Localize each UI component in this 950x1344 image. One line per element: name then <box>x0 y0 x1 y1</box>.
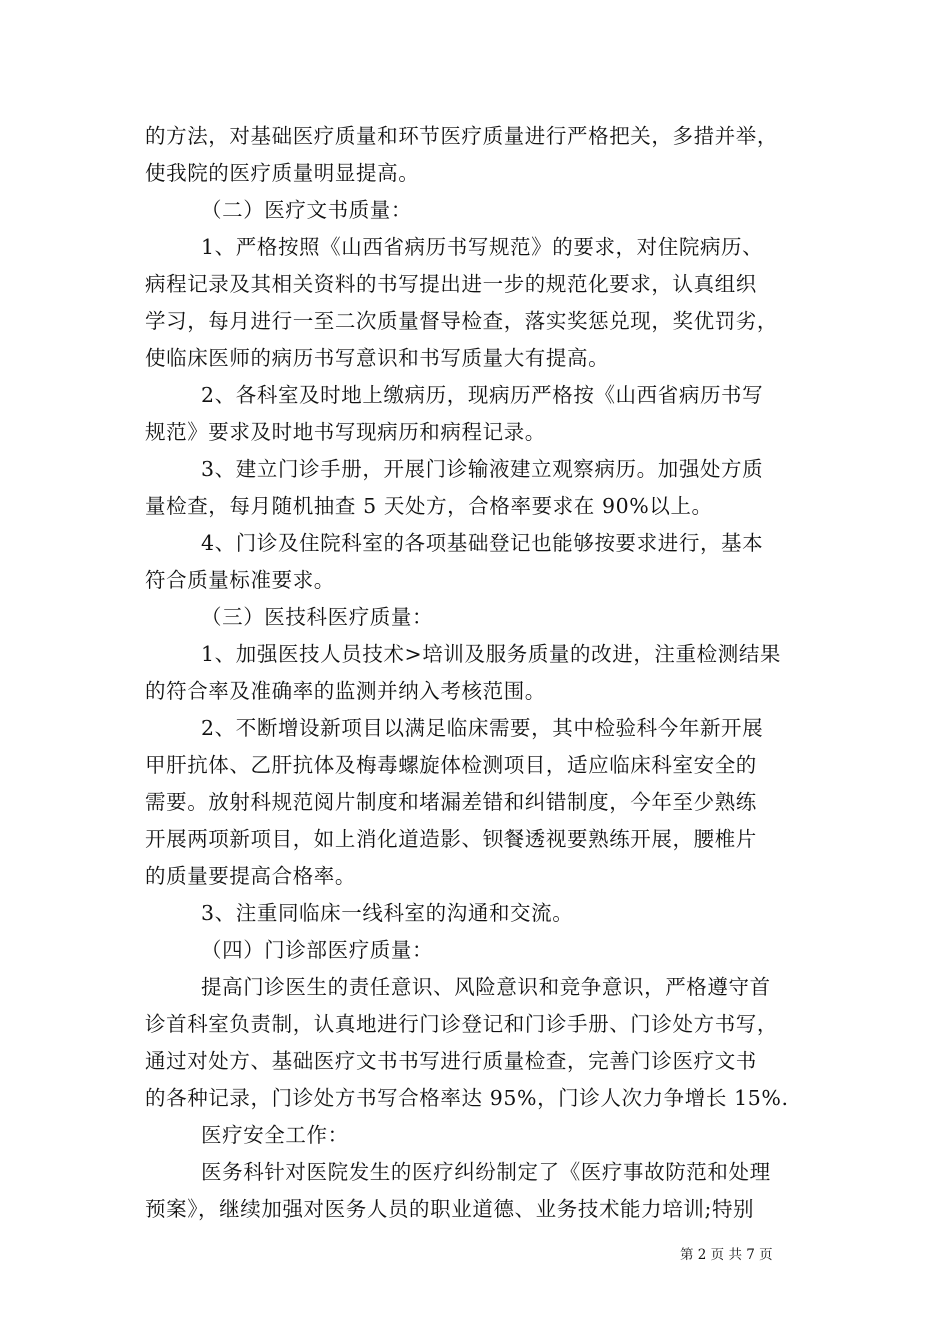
text-line: 甲肝抗体、乙肝抗体及梅毒螺旋体检测项目，适应临床科室安全的 <box>145 753 757 777</box>
text-line: 符合质量标准要求。 <box>145 568 335 592</box>
text-line: 的符合率及准确率的监测并纳入考核范围。 <box>145 679 546 703</box>
text-line: 量检查，每月随机抽查 5 天处方，合格率要求在 90%以上。 <box>145 494 713 518</box>
text-line: 的方法，对基础医疗质量和环节医疗质量进行严格把关，多措并举， <box>145 124 778 148</box>
text-line: 学习，每月进行一至二次质量督导检查，落实奖惩兑现，奖优罚劣， <box>145 309 778 333</box>
text-line: 3、建立门诊手册，开展门诊输液建立观察病历。加强处方质 <box>201 457 764 481</box>
text-line: 使我院的医疗质量明显提高。 <box>145 161 420 185</box>
text-line: （二）医疗文书质量： <box>201 198 412 222</box>
text-line: （三）医技科医疗质量： <box>201 605 434 629</box>
text-line: 预案》，继续加强对医务人员的职业道德、业务技术能力培训;特别 <box>145 1197 755 1221</box>
text-line: 2、不断增设新项目以满足临床需要，其中检验科今年新开展 <box>201 716 764 740</box>
text-line: （四）门诊部医疗质量： <box>201 938 434 962</box>
text-line: 的各种记录，门诊处方书写合格率达 95%，门诊人次力争增长 15%. <box>145 1086 789 1110</box>
text-line: 病程记录及其相关资料的书写提出进一步的规范化要求，认真组织 <box>145 272 757 296</box>
text-line: 使临床医师的病历书写意识和书写质量大有提高。 <box>145 346 610 370</box>
page-number-footer: 第 2 页 共 7 页 <box>680 1247 773 1263</box>
document-body <box>145 118 810 1228</box>
text-line: 诊首科室负责制，认真地进行门诊登记和门诊手册、门诊处方书写， <box>145 1012 778 1036</box>
text-line: 2、各科室及时地上缴病历，现病历严格按《山西省病历书写 <box>201 383 764 407</box>
text-line: 4、门诊及住院科室的各项基础登记也能够按要求进行，基本 <box>201 531 764 555</box>
text-line: 开展两项新项目，如上消化道造影、钡餐透视要熟练开展，腰椎片 <box>145 827 757 851</box>
text-line: 需要。放射科规范阅片制度和堵漏差错和纠错制度，今年至少熟练 <box>145 790 757 814</box>
text-line: 的质量要提高合格率。 <box>145 864 356 888</box>
text-line: 医务科针对医院发生的医疗纠纷制定了《医疗事故防范和处理 <box>201 1160 771 1184</box>
text-line: 1、加强医技人员技术>培训及服务质量的改进，注重检测结果 <box>201 642 782 666</box>
text-line: 规范》要求及时地书写现病历和病程记录。 <box>145 420 546 444</box>
text-line: 医疗安全工作： <box>201 1123 349 1147</box>
text-line: 1、严格按照《山西省病历书写规范》的要求，对住院病历、 <box>201 235 764 259</box>
text-line: 通过对处方、基础医疗文书书写进行质量检查，完善门诊医疗文书 <box>145 1049 757 1073</box>
text-line: 3、注重同临床一线科室的沟通和交流。 <box>201 901 574 925</box>
text-line: 提高门诊医生的责任意识、风险意识和竞争意识，严格遵守首 <box>201 975 771 999</box>
